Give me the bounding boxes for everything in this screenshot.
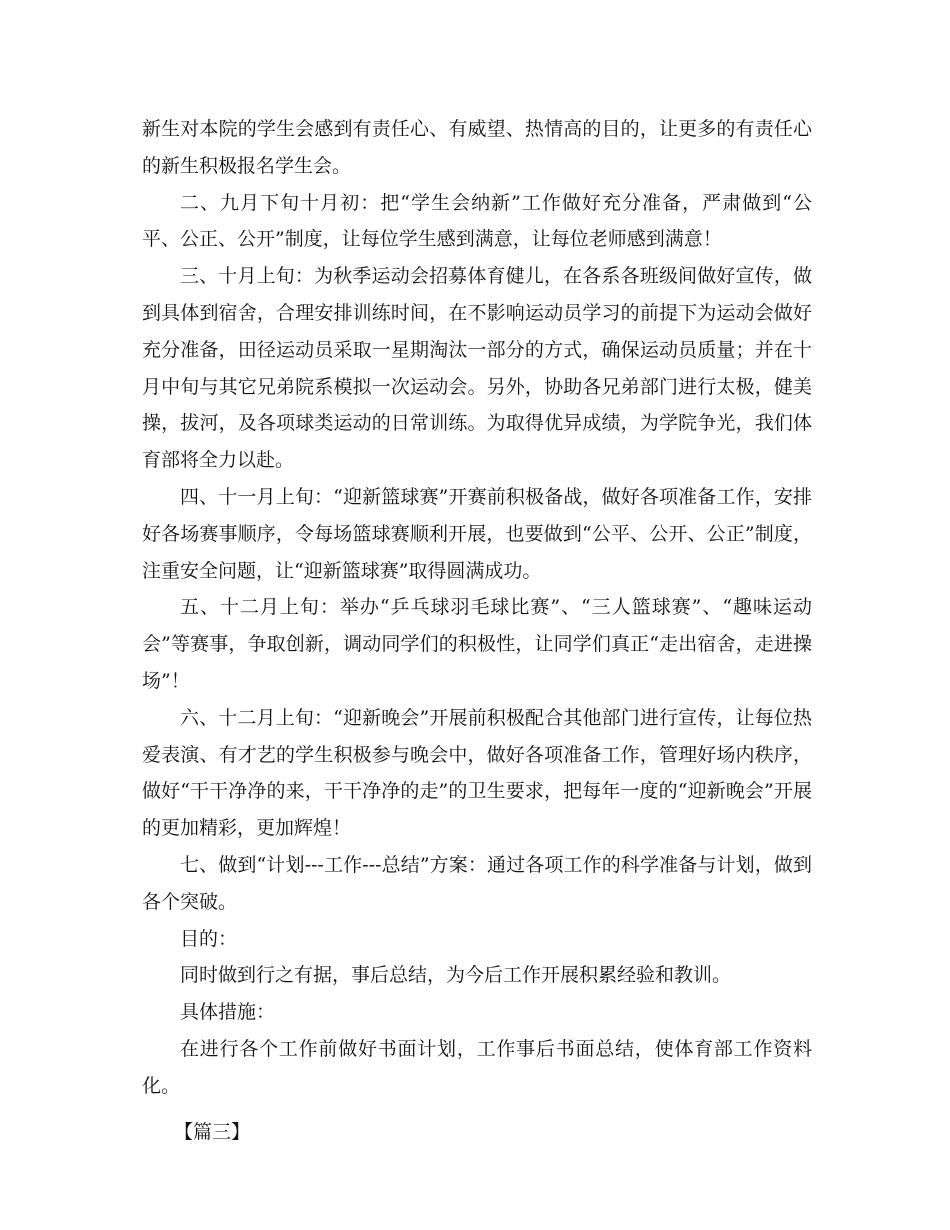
paragraph-continuation: 新生对本院的学生会感到有责任心、有威望、热情高的目的，让更多的有责任心的新生积极报名学生会。 xyxy=(142,118,812,177)
purpose-heading: 目的： xyxy=(180,927,238,950)
paragraph-item-3: 三、十月上旬：为秋季运动会招募体育健儿，在各系各班级间做好宣传，做到具体到宿舍，合理安排训练时间，在不影响运动员学习的前提下为运动会做好充分准备，田径运动员采取一星期淘汰一部分的方式，确保运动员质量；并在十月中旬与其它兄弟院系模拟一次运动会。另外，协助各兄弟部门进行太极，健美操，拔河，及各项球类运动的日常训练。为取得优异成绩，为学院争光，我们体育部将全力以赴。 xyxy=(142,265,812,472)
document-body xyxy=(142,111,812,1150)
paragraph-item-2: 二、九月下旬十月初：把“学生会纳新”工作做好充分准备，严肃做到“公平、公正、公开”制度，让每位学生感到满意，让每位老师感到满意！ xyxy=(142,191,812,251)
measures-text: 在进行各个工作前做好书面计划，工作事后书面总结，使体育部工作资料化。 xyxy=(142,1037,812,1097)
paragraph-item-7: 七、做到“计划---工作---总结”方案：通过各项工作的科学准备与计划，做到各个突破。 xyxy=(142,853,812,913)
purpose-text: 同时做到行之有据，事后总结，为今后工作开展积累经验和教训。 xyxy=(180,964,732,987)
paragraph-item-5: 五、十二月上旬：举办“乒乓球羽毛球比赛”、“三人篮球赛”、“趣味运动会”等赛事，争取创新，调动同学们的积极性，让同学们真正“走出宿舍，走进操场”！ xyxy=(142,596,812,692)
paragraph-item-6: 六、十二月上旬：“迎新晚会”开展前积极配合其他部门进行宣传，让每位热爱表演、有才艺的学生积极参与晚会中，做好各项准备工作，管理好场内秩序，做好“干干净净的来，干干净净的走”的卫生要求，把每年一度的“迎新晚会”开展的更加精彩，更加辉煌！ xyxy=(142,706,812,840)
paragraph-item-4: 四、十一月上旬：“迎新篮球赛”开赛前积极备战，做好各项准备工作，安排好各场赛事顺序，令每场篮球赛顺利开展，也要做到“公平、公开、公正”制度，注重安全问题，让“迎新篮球赛”取得圆满成功。 xyxy=(142,485,812,582)
section-heading: 【篇三】 xyxy=(174,1120,251,1143)
measures-heading: 具体措施： xyxy=(180,1001,276,1024)
